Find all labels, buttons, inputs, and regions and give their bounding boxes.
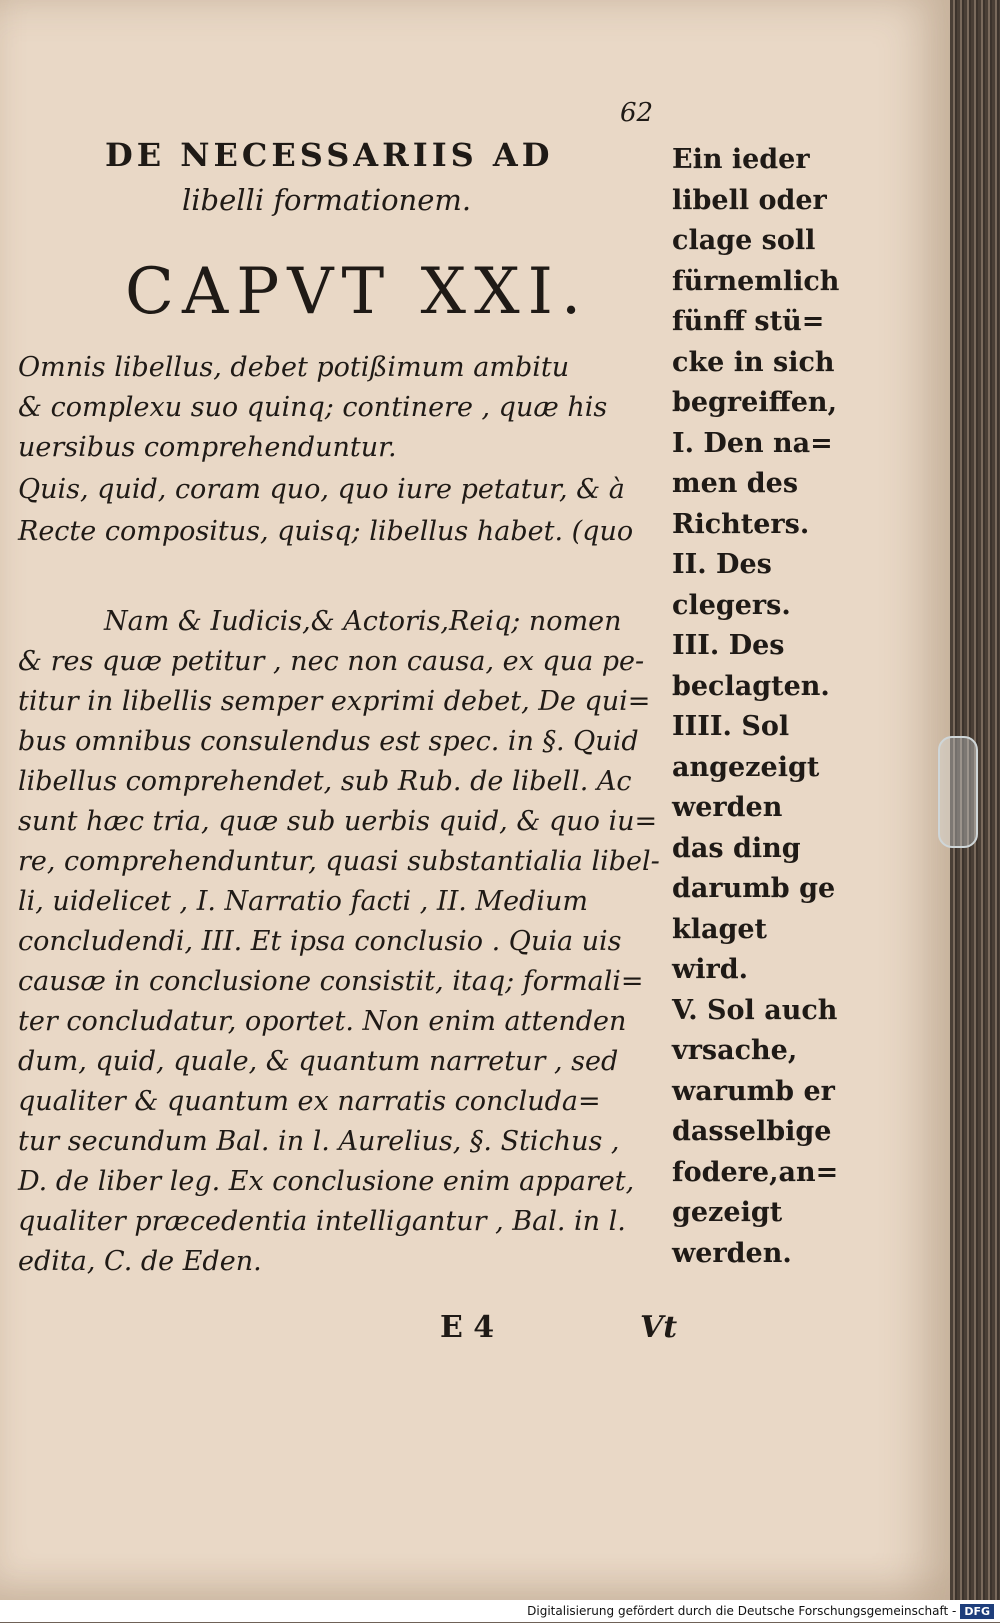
- main-line: bus omnibus consulendus est spec. in §. Quid: [18, 726, 639, 757]
- margin-line: clegers.: [672, 589, 791, 621]
- running-title-line2: libelli formationem.: [182, 183, 472, 217]
- main-line: Omnis libellus, debet potißimum ambitu: [18, 352, 570, 383]
- margin-line: darumb ge: [672, 873, 836, 904]
- main-line: uersibus comprehenduntur.: [18, 432, 397, 463]
- main-line: Quis, quid, coram quo, quo iure petatur, & à: [18, 474, 625, 505]
- margin-line: fodere,an=: [672, 1156, 839, 1188]
- margin-line: cke in sich: [672, 346, 835, 378]
- running-title-line1: DE NECESSARIIS AD: [105, 136, 554, 174]
- main-line: dum, quid, quale, & quantum narretur , sed: [18, 1046, 619, 1077]
- chapter-heading: CAPVT XXI.: [125, 255, 590, 329]
- dfg-logo: DFG: [960, 1604, 994, 1619]
- page-number: 62: [620, 98, 654, 128]
- margin-line: II. Des: [672, 549, 772, 580]
- main-line: & res quæ petitur , nec non causa, ex qua pe-: [18, 646, 645, 677]
- margin-line: werden: [672, 792, 783, 823]
- main-line: ter concludatur, oportet. Non enim attenden: [18, 1006, 627, 1037]
- margin-line: klaget: [672, 913, 767, 945]
- margin-line: angezeigt: [672, 751, 820, 783]
- margin-line: clage soll: [672, 225, 816, 256]
- margin-line: werden.: [672, 1237, 792, 1269]
- margin-line: men des: [672, 468, 799, 499]
- main-line: Recte compositus, quisq; libellus habet. (quo: [18, 516, 634, 547]
- margin-line: libell oder: [672, 184, 827, 216]
- main-line: libellus comprehendet, sub Rub. de libell. Ac: [18, 766, 632, 797]
- margin-line: vrsache,: [672, 1035, 798, 1066]
- catchword: Vt: [640, 1310, 678, 1345]
- margin-line: IIII. Sol: [672, 711, 790, 742]
- margin-line: begreiffen,: [672, 387, 837, 418]
- main-line: causæ in conclusione consistit, itaq; formali=: [18, 966, 644, 997]
- page-tab-marker: [938, 736, 978, 848]
- main-line: D. de liber leg. Ex conclusione enim apparet,: [18, 1166, 635, 1197]
- margin-line: beclagten.: [672, 670, 830, 702]
- margin-line: Richters.: [672, 508, 810, 540]
- main-line: qualiter & quantum ex narratis concluda=: [18, 1086, 601, 1117]
- main-line: qualiter præcedentia intelligantur , Bal. in l.: [18, 1206, 626, 1237]
- main-line: concludendi, III. Et ipsa conclusio . Quia uis: [18, 926, 622, 957]
- margin-line: III. Des: [672, 630, 785, 661]
- margin-line: das ding: [672, 832, 801, 864]
- main-line: tur secundum Bal. in l. Aurelius, §. Stichus ,: [18, 1126, 620, 1157]
- margin-line: dasselbige: [672, 1116, 832, 1147]
- marginal-note: [672, 140, 842, 1274]
- margin-line: I. Den na=: [672, 427, 833, 459]
- margin-line: V. Sol auch: [672, 994, 838, 1026]
- signature-mark: E 4: [440, 1310, 495, 1345]
- margin-line: wird.: [672, 954, 749, 985]
- main-line: li, uidelicet , I. Narratio facti , II. Medium: [18, 886, 588, 917]
- main-line: sunt hæc tria, quæ sub uerbis quid, & quo iu=: [18, 806, 658, 837]
- margin-line: fürnemlich: [672, 265, 840, 297]
- main-line: & complexu suo quinq; continere , quæ his: [18, 392, 608, 423]
- margin-line: Ein ieder: [672, 144, 810, 175]
- margin-line: fünff stü=: [672, 306, 825, 337]
- margin-line: gezeigt: [672, 1197, 783, 1228]
- main-line: re, comprehenduntur, quasi substantialia libel-: [18, 846, 660, 877]
- digitization-footer: [0, 1600, 1000, 1622]
- footer-text: Digitalisierung gefördert durch die Deutsche Forschungsgemeinschaft -: [527, 1604, 957, 1618]
- main-line: edita, C. de Eden.: [18, 1246, 262, 1277]
- main-line: Nam & Iudicis,& Actoris,Reiq; nomen: [104, 606, 622, 637]
- main-line: titur in libellis semper exprimi debet, De qui=: [18, 686, 651, 717]
- margin-line: warumb er: [672, 1075, 835, 1107]
